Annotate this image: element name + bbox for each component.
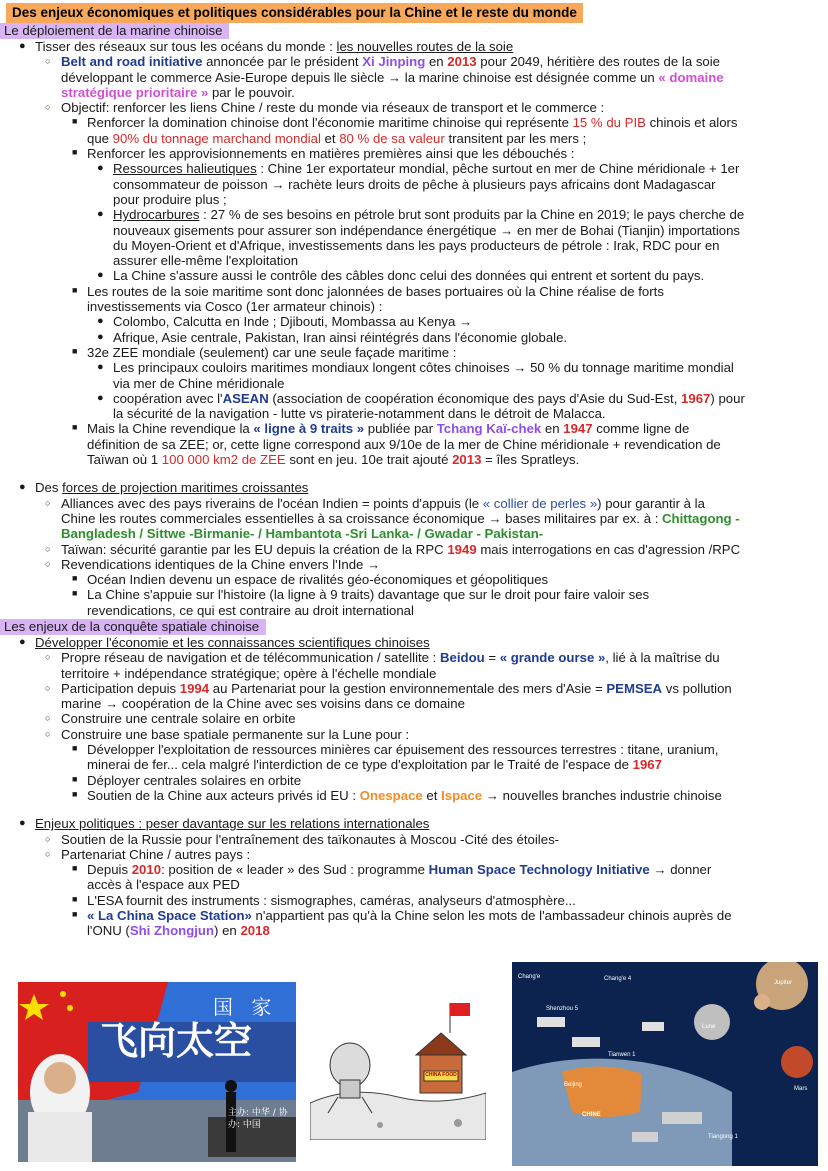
bullet-icon: ● (97, 391, 104, 404)
bullet-icon: ● (97, 162, 104, 175)
square-bullet-icon: ■ (72, 743, 78, 754)
circle-bullet-icon: ○ (45, 682, 51, 693)
map-label-3: Chang'e 4 (604, 976, 632, 982)
poster-main-text: 飞向太空 (100, 1019, 253, 1063)
square-bullet-icon: ■ (72, 863, 78, 874)
square-bullet-icon: ■ (72, 284, 78, 295)
square-bullet-icon: ■ (72, 422, 78, 433)
map-label-1: Chang'e (518, 974, 541, 980)
square-bullet-icon: ■ (72, 773, 78, 784)
cartoon-illustration (310, 985, 486, 1140)
circle-bullet-icon: ○ (45, 652, 51, 663)
map-label-6: Lune (702, 1024, 716, 1030)
bullet-icon: ● (19, 635, 26, 648)
square-bullet-icon: ■ (72, 345, 78, 356)
circle-bullet-icon: ○ (45, 833, 51, 844)
infographic-illustration (512, 962, 818, 1166)
map-label-7: Mars (794, 1086, 808, 1092)
poster-top-text: 国 家 (213, 995, 278, 1019)
space-program-infographic (512, 962, 818, 1166)
map-label-10: Beijing (564, 1082, 583, 1088)
circle-bullet-icon: ○ (45, 558, 51, 569)
square-bullet-icon: ■ (72, 893, 78, 904)
map-label-9: CHINE (582, 1112, 601, 1118)
bullet-icon: ● (97, 269, 104, 282)
circle-bullet-icon: ○ (45, 102, 51, 113)
bullet-icon: ● (97, 330, 104, 343)
map-label-5: Tiangong 1 (708, 1134, 738, 1140)
circle-bullet-icon: ○ (45, 713, 51, 724)
taikonaut-poster-image (18, 982, 296, 1162)
circle-bullet-icon: ○ (45, 56, 51, 67)
circle-bullet-icon: ○ (45, 543, 51, 554)
bullet-icon: ● (19, 817, 26, 830)
map-label-4: Tianwen 1 (608, 1052, 636, 1058)
square-bullet-icon: ■ (72, 147, 78, 158)
map-label-2: Shenzhou 5 (546, 1006, 579, 1012)
poster-small-text: 主办: 中华 / 协办: 中国 (228, 1108, 288, 1130)
square-bullet-icon: ■ (72, 588, 78, 599)
page-title: Des enjeux économiques et politiques considérables pour la Chine et le reste du monde (6, 3, 583, 23)
routes-soie-link: les nouvelles routes de la soie (336, 39, 514, 54)
bullet-icon: ● (97, 315, 104, 328)
cartoon-sign-text: CHINA FOOD (425, 1072, 457, 1078)
square-bullet-icon: ■ (72, 909, 78, 920)
moon-cartoon-image (310, 985, 486, 1140)
circle-bullet-icon: ○ (45, 497, 51, 508)
circle-bullet-icon: ○ (45, 848, 51, 859)
map-label-8: Jupiter (774, 980, 793, 986)
circle-bullet-icon: ○ (45, 728, 51, 739)
square-bullet-icon: ■ (72, 116, 78, 127)
bullet-icon: ● (97, 361, 104, 374)
section-heading-marine: Le déploiement de la marine chinoise (0, 23, 229, 39)
document-body: Le déploiement de la marine chinoise ● Tisser des réseaux sur tous les océans du monde : les nouvelles routes de la soie ○ Belt and road initiative annoncée par le président Xi Jinping en 2013 pour 2049, héritière des routes de la soie développant le commerce Asie-Europe depuis lle siècle → la marine chinoise est désignée comme un « domaine stratégique prioritaire » par le pouvoir. ○ Objectif: renforcer les liens Chine / reste du monde via réseaux de transport et le commerce : ■ Renforcer la domination chinoise dont l'économie maritime chinoise qui représente 15 % du PIB chinois et alors que 90% du tonnage marchand mondial et 80 % de sa valeur transitent par les mers ; ■ Renforcer les approvisionnements en matières premières ainsi que les débouchés : ● Ressources halieutiques : Chine 1er exportateur mondial, pêche surtout en mer de Chine méridionale + 1er consommateur de poisson → rachète leurs droits de pêche à plusieurs pays africains dont Madagascar pour produire plus ; ● Hydrocarbures : 27 % de ses besoins en pétrole brut sont produits par la Chine en 2019; le pays cherche de nouveaux gisements pour assurer son indépendance énergétique → en mer de Bohai (Tianjin) importations du Moyen-Orient et d'Afrique, investissements dans les pays producteurs de pétrole : Irak, RDC pour en assurer elle-même l'exploitation ● La Chine s'assure aussi le contrôle des câbles donc celui des données qui entrent et sortent du pays. ■ Les routes de la soie maritime sont donc jalonnées de bases portuaires où la Chine réalise de forts investissements via Cosco (1er armateur chinois) : ● Colombo, Calcutta en Inde ; Djibouti, Mombassa au Kenya → ● Afrique, Asie centrale, Pakistan, Iran ainsi réintégrés dans l'économie globale. ■ 32e ZEE mondiale (seulement) car une seule façade maritime : ● Les principaux couloirs maritimes mondiaux longent côtes chinoises → 50 % du tonnage maritime mondial via mer de Chine méridionale ● coopération avec l'ASEAN (association de coopération économique des pays d'Asie du Sud-Est, 1967) pour la sécurité de la navigation - lutte vs piraterie-notamment dans le détroit de Malacca. ■ Mais la Chine revendique la « ligne à 9 traits » publiée par Tchang Kaï-chek en 1947 comme ligne de définition de sa ZEE; or, cette ligne correspond aux 9/10e de la mer de Chine méridionale + revendication de Taïwan où 1 100 000 km2 de ZEE sont en jeu. 10e trait ajouté 2013 = îles Spratleys. ● Des forces de projection maritimes croissantes ○ Alliances avec des pays riverains de l'océan Indien = points d'appuis (le « collier de perles ») pour garantir à la Chine les routes commerciales essentielles à sa croissance économique → bases militaires par ex. à : Chittagong - Bangladesh / Sittwe -Birmanie- / Hambantota -Sri Lanka- / Gwadar - Pakistan- ○ Taïwan: sécurité garantie par les EU depuis la création de la RPC 1949 mais interrogations en cas d'agression /RPC ○ Revendications identiques de la Chine envers l'Inde → ■ Océan Indien devenu un espace de rivalités géo-économiques et géopolitiques ■ La Chine s'appuie sur l'histoire (la ligne à 9 traits) davantage que sur le droit pour faire valoir ses revendications, ce qui est contraire au droit international Les enjeux de la conquête spatiale chinoise ● Développer l'économie et les connaissances scientifiques chinoises ○ Propre réseau de navigation et de télécommunication / satellite : Beidou = « grande ourse », lié à la maîtrise du territoire + indépendance stratégique; opère à l'échelle mondiale ○ Participation depuis 1994 au Partenariat pour la gestion environnementale des mers d'Asie = PEMSEA vs pollution marine → coopération de la Chine avec ses voisins dans ce domaine ○ Construire une centrale solaire en orbite ○ Construire une base spatiale permanente sur la Lune pour : ■ Développer l'exploitation de ressources minières car épuisement des ressources terrestres : titane, uranium, minerai de fer... cela malgré l'interdiction de ce type d'exploitation par le Traité de l'espace de 1967 ■ Déployer centrales solaires en orbite ■ Soutien de la Chine aux acteurs privés id EU : Onespace et Ispace → nouvelles branches industrie chinoise ● Enjeux politiques : peser davantage sur les relations internationales ○ Soutien de la Russie pour l'entraînement des taïkonautes à Moscou -Cité des étoiles- ○ Partenariat Chine / autres pays : ■ Depuis 2010: position de « leader » des Sud : programme Human Space Technology Initiative → donner accès à l'espace aux PED ■ L'ESA fournit des instruments : sismographes, caméras, analyseurs d'atmosphère... ■ « La China Space Station» n'appartient pas qu'à la Chine selon les mots de l'ambassadeur chinois auprès de l'ONU (Shi Zhongjun) en 2018 (0, 23, 826, 939)
square-bullet-icon: ■ (72, 573, 78, 584)
bullet-icon: ● (97, 208, 104, 221)
bullet-icon: ● (19, 481, 26, 494)
bullet-icon: ● (19, 40, 26, 52)
square-bullet-icon: ■ (72, 788, 78, 799)
section-heading-spatial: Les enjeux de la conquête spatiale chinoise (0, 619, 266, 635)
